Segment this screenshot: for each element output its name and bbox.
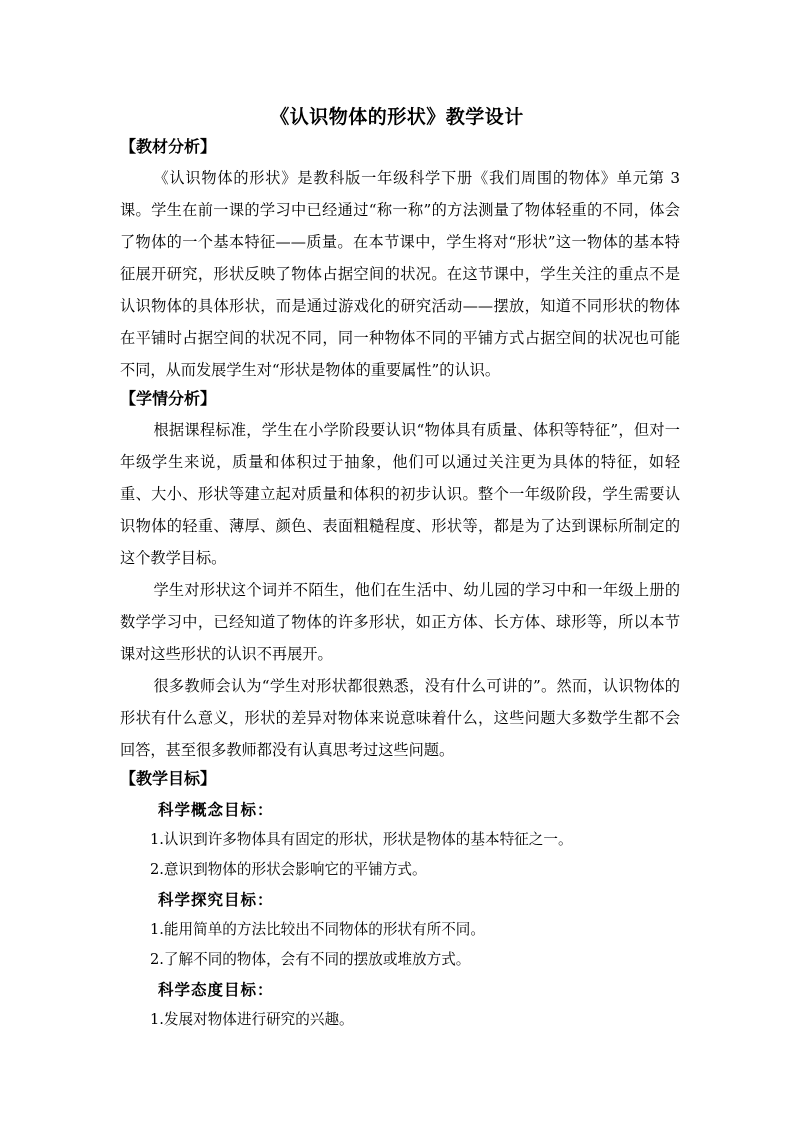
goal-item: 1.发展对物体进行研究的兴趣。 xyxy=(150,1011,354,1028)
goal-subheading-attitude: 科学态度目标： xyxy=(158,980,274,999)
goal-item: 2.了解不同的物体，会有不同的摆放或堆放方式。 xyxy=(150,951,471,968)
goal-item: 2.意识到物体的形状会影响它的平铺方式。 xyxy=(150,861,427,878)
document-body xyxy=(120,134,680,1038)
goal-subheading-inquiry: 科学探究目标： xyxy=(158,890,274,909)
section-heading-material: 【教材分析】 xyxy=(120,137,217,156)
paragraph: 根据课程标准，学生在小学阶段要认识“物体具有质量、体积等特征”，但对一年级学生来说，质量和体积过于抽象，他们可以通过关注更为具体的特征，如轻重、大小、形状等建立起对质量和体积的初步认识。整个一年级阶段，学生需要认识物体的轻重、薄厚、颜色、表面粗糙程度、形状等，都是为了达到课标所制定的这个教学目标。 xyxy=(120,421,680,567)
section-heading-students: 【学情分析】 xyxy=(120,389,217,408)
document-title: 《认识物体的形状》教学设计 xyxy=(270,106,524,128)
goal-item: 1.认识到许多物体具有固定的形状，形状是物体的基本特征之一。 xyxy=(150,831,573,848)
paragraph: 很多教师会认为“学生对形状都很熟悉，没有什么可讲的”。然而，认识物体的形状有什么意义，形状的差异对物体来说意味着什么，这些问题大多数学生都不会回答，甚至很多教师都没有认真思考过这些问题。 xyxy=(120,677,680,759)
goal-subheading-concept: 科学概念目标： xyxy=(158,800,274,819)
goal-item: 1.能用简单的方法比较出不同物体的形状有所不同。 xyxy=(150,921,485,938)
paragraph: 《认识物体的形状》是教科版一年级科学下册《我们周围的物体》单元第 3 课。学生在前一课的学习中已经通过“称一称”的方法测量了物体轻重的不同，体会了物体的一个基本特征——质量。在本节课中，学生将对“形状”这一物体的基本特征展开研究，形状反映了物体占据空间的状况。在这节课中，学生关注的重点不是认识物体的具体形状，而是通过游戏化的研究活动——摆放，知道不同形状的物体在平铺时占据空间的状况不同，同一种物体不同的平铺方式占据空间的状况也可能不同，从而发展学生对“形状是物体的重要属性”的认识。 xyxy=(120,169,680,379)
paragraph: 学生对形状这个词并不陌生，他们在生活中、幼儿园的学习中和一年级上册的数学学习中，已经知道了物体的许多形状，如正方体、长方体、球形等，所以本节课对这些形状的认识不再展开。 xyxy=(120,581,680,663)
section-heading-goals: 【教学目标】 xyxy=(120,769,217,788)
